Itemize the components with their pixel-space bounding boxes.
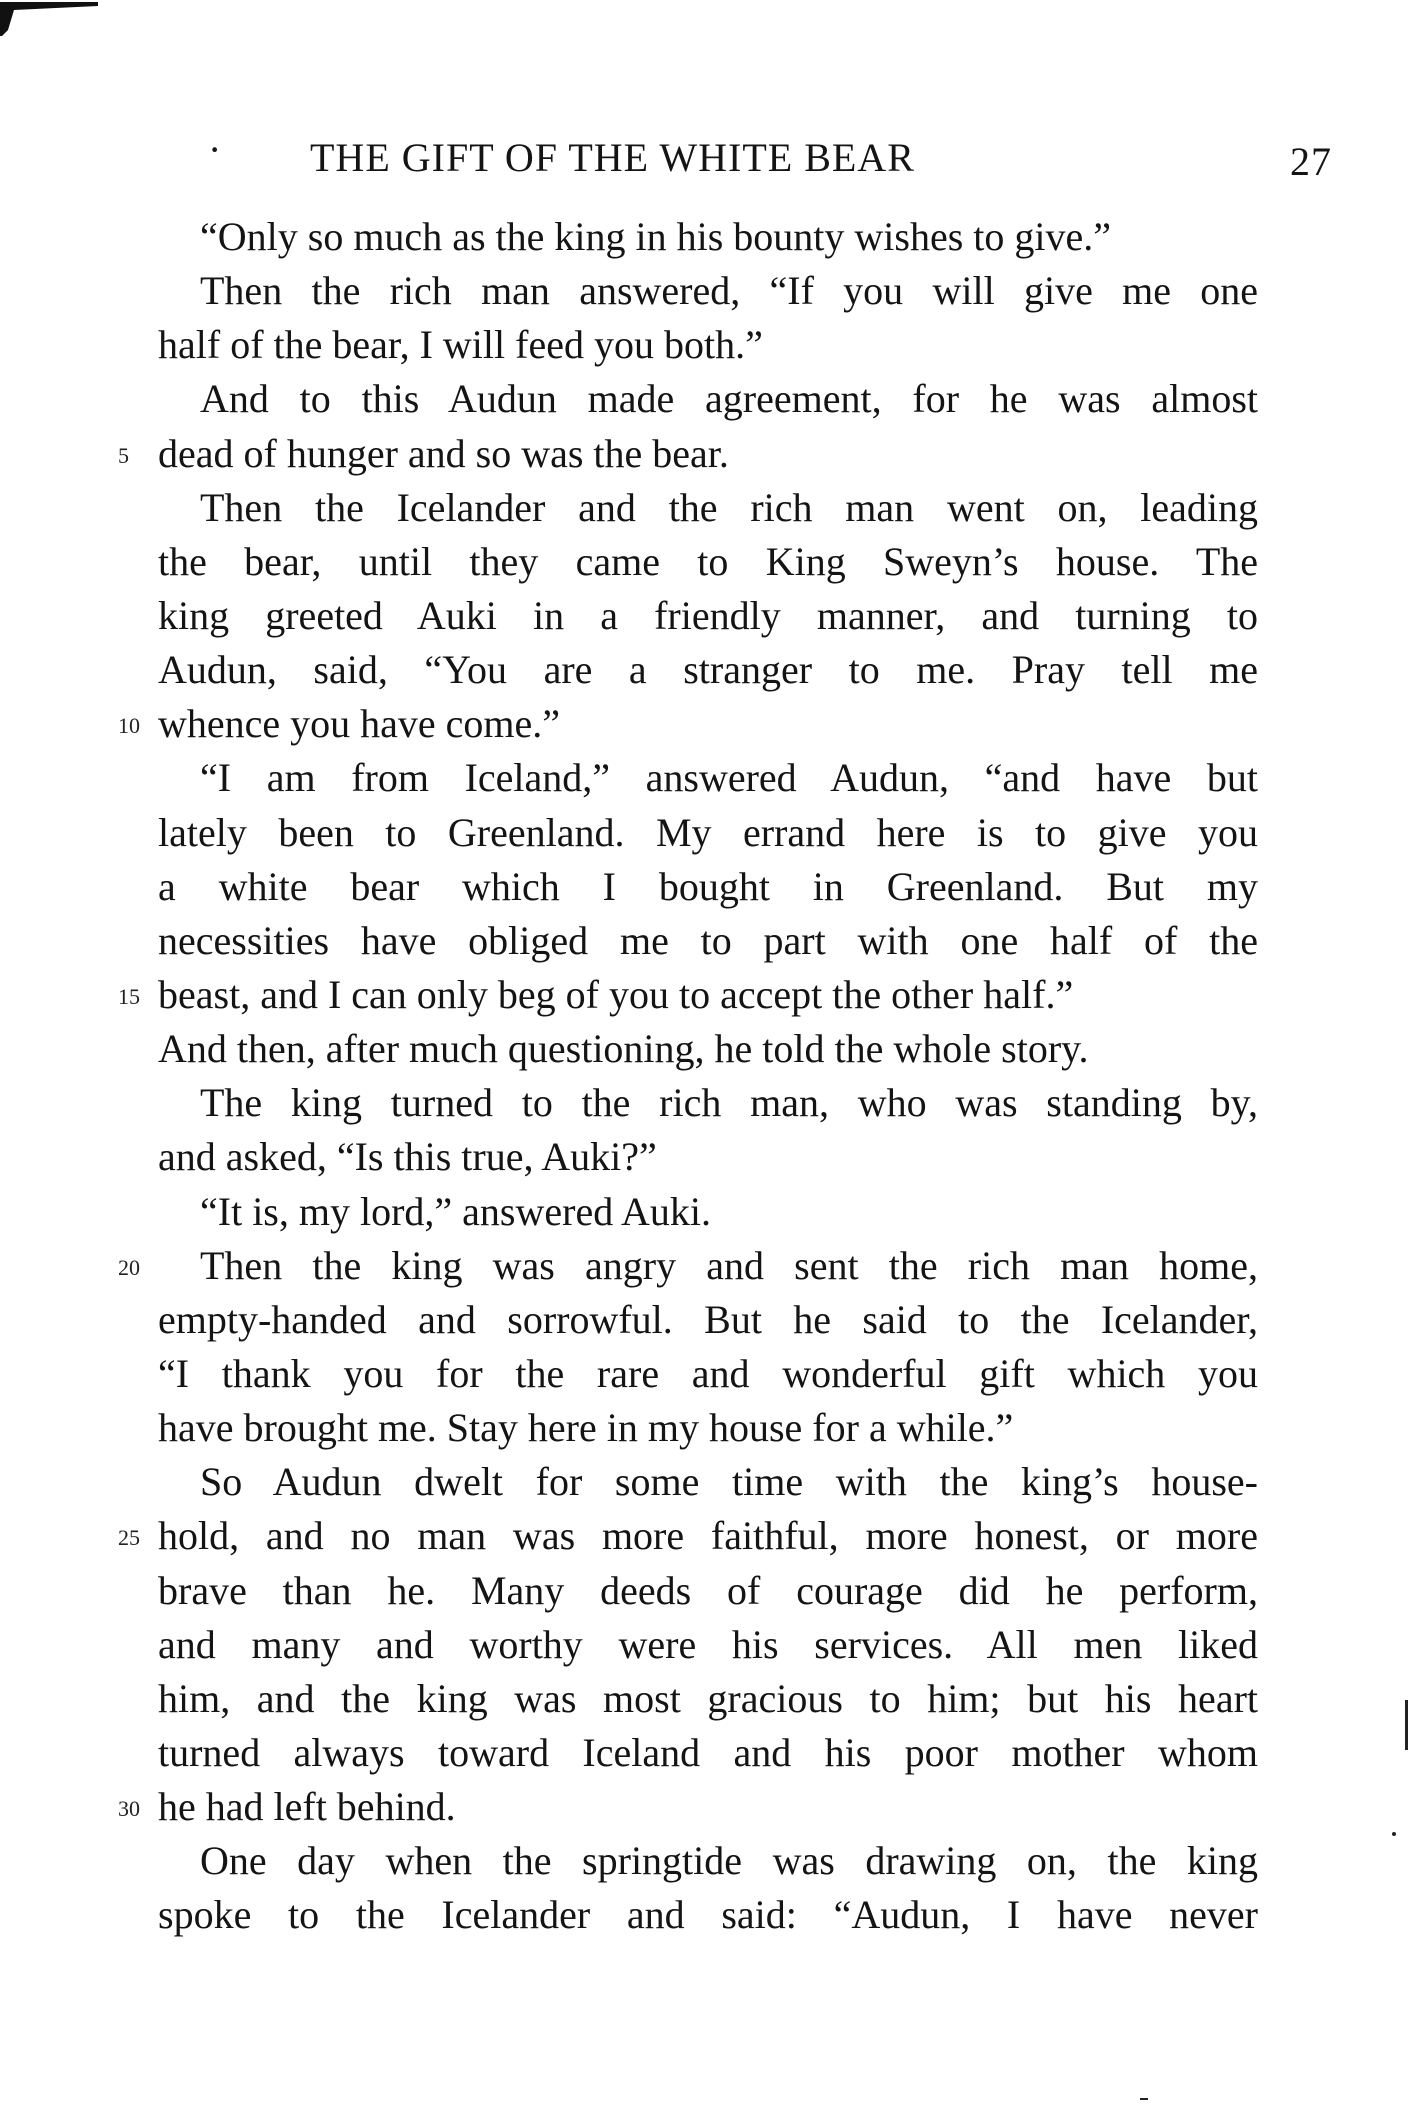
text-line [158, 751, 1258, 805]
text-line-content: hold, and no man was more faithful, more honest, or more [158, 1513, 1258, 1559]
text-line [158, 806, 1258, 860]
text-line [158, 1618, 1258, 1672]
running-header [150, 126, 1332, 186]
text-line-content: king greeted Auki in a friendly manner, and turning to [158, 592, 1258, 638]
text-line-content: him, and the king was most gracious to him; but his heart [158, 1675, 1258, 1721]
text-line [118, 1509, 1258, 1563]
text-line [158, 264, 1258, 318]
line-number: 25 [118, 1525, 140, 1551]
text-line [158, 372, 1258, 426]
text-line-content: have brought me. Stay here in my house for a while.” [158, 1405, 1014, 1451]
text-line [118, 1780, 1258, 1834]
text-line-content: beast, and I can only beg of you to accept the other half.” [158, 971, 1074, 1017]
body-text [118, 210, 1258, 1943]
text-line-content: spoke to the Icelander and said: “Audun, I have never [158, 1892, 1258, 1938]
text-line [158, 1401, 1258, 1455]
text-line-content: and asked, “Is this true, Auki?” [158, 1134, 657, 1180]
header-title: THE GIFT OF THE WHITE BEAR [310, 135, 915, 180]
text-line [118, 1239, 1258, 1293]
text-line [158, 535, 1258, 589]
page-number: 27 [1290, 139, 1332, 184]
text-line [118, 427, 1258, 481]
text-line [158, 1455, 1258, 1509]
line-number: 5 [118, 442, 129, 468]
text-line [158, 1834, 1258, 1888]
text-line [158, 1726, 1258, 1780]
margin-mark-decoration [1405, 1700, 1408, 1750]
text-line [158, 210, 1258, 264]
text-line-content: “I am from Iceland,” answered Audun, “and have but [200, 755, 1258, 801]
line-number: 30 [118, 1796, 140, 1822]
text-line [118, 697, 1258, 751]
text-line-content: dead of hunger and so was the bear. [158, 430, 729, 476]
line-number: 20 [118, 1254, 140, 1280]
text-line-content: and many and worthy were his services. All men liked [158, 1621, 1258, 1667]
line-number: 15 [118, 983, 140, 1009]
text-line-content: he had left behind. [158, 1784, 456, 1830]
text-line [158, 1022, 1258, 1076]
text-line-content: “I thank you for the rare and wonderful gift which you [158, 1350, 1258, 1396]
text-line-content: the bear, until they came to King Sweyn’s house. The [158, 538, 1258, 584]
text-line [158, 1076, 1258, 1130]
text-line-content: a white bear which I bought in Greenland. But my [158, 863, 1258, 909]
text-line [158, 1347, 1258, 1401]
text-line-content: Then the rich man answered, “If you will give me one [200, 268, 1258, 314]
text-line-content: lately been to Greenland. My errand here is to give you [158, 809, 1258, 855]
text-line [158, 318, 1258, 372]
text-line-content: The king turned to the rich man, who was standing by, [200, 1080, 1258, 1126]
text-line [158, 481, 1258, 535]
text-line-content: Then the king was angry and sent the rich man home, [200, 1242, 1258, 1288]
text-line-content: So Audun dwelt for some time with the king’s house- [200, 1459, 1258, 1505]
text-line [158, 914, 1258, 968]
text-line-content: Audun, said, “You are a stranger to me. Pray tell me [158, 647, 1258, 693]
text-line [158, 1888, 1258, 1942]
text-line [158, 643, 1258, 697]
text-line-content: And to this Audun made agreement, for he was almost [200, 376, 1258, 422]
text-line-content: whence you have come.” [158, 701, 561, 747]
text-line-content: “Only so much as the king in his bounty wishes to give.” [200, 214, 1112, 259]
text-line-content: Then the Icelander and the rich man went on, leading [200, 484, 1258, 530]
text-line-content: And then, after much questioning, he told the whole story. [158, 1026, 1089, 1072]
text-line [158, 589, 1258, 643]
text-line [158, 1130, 1258, 1184]
corner-mark-decoration [0, 0, 100, 36]
text-line [158, 1564, 1258, 1618]
line-number: 10 [118, 713, 140, 739]
text-line [158, 1293, 1258, 1347]
text-line [158, 1185, 1258, 1239]
text-line-content: necessities have obliged me to part with one half of the [158, 917, 1258, 963]
text-line-content: empty-handed and sorrowful. But he said to the Icelander, [158, 1296, 1258, 1342]
text-line [118, 968, 1258, 1022]
margin-mark-decoration [1140, 2098, 1148, 2100]
text-line-content: turned always toward Iceland and his poor mother whom [158, 1729, 1258, 1775]
text-line [158, 1672, 1258, 1726]
margin-mark-decoration [1392, 1832, 1396, 1836]
text-line-content: One day when the springtide was drawing on, the king [200, 1838, 1258, 1884]
text-line [158, 860, 1258, 914]
text-line-content: “It is, my lord,” answered Auki. [200, 1188, 711, 1234]
text-line-content: brave than he. Many deeds of courage did he perform, [158, 1567, 1258, 1613]
text-line-content: half of the bear, I will feed you both.” [158, 322, 763, 368]
header-bullet: · [208, 127, 223, 172]
